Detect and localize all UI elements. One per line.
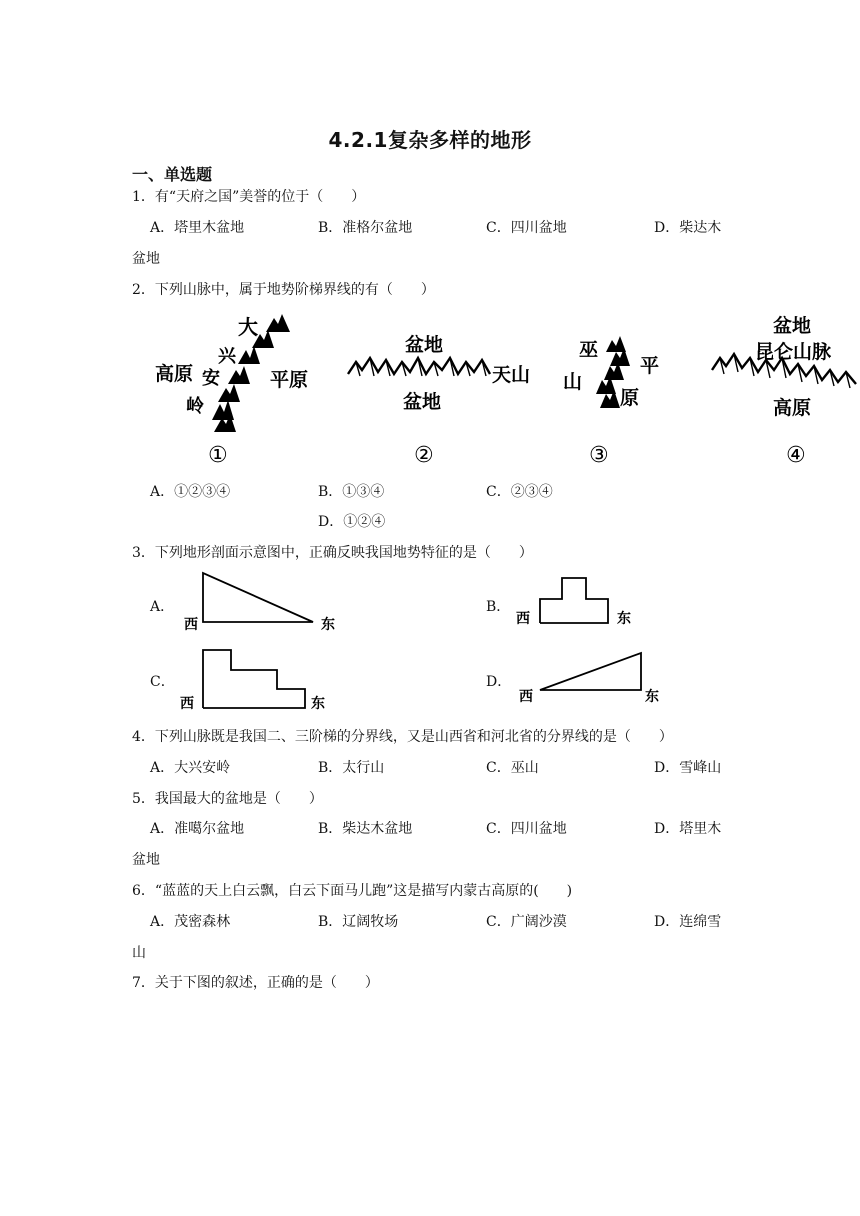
q1-option-a: A．塔里木盆地 (150, 220, 245, 236)
q1-option-b: B．准格尔盆地 (318, 220, 413, 236)
fig3-char-1: 巫 (579, 339, 599, 361)
fig1-number: ① (208, 443, 228, 468)
q2-option-b: B．①③④ (318, 484, 385, 500)
profile-b (516, 578, 631, 627)
q1-option-d: D．柴达木 (654, 220, 722, 236)
fig1-right-label: 平原 (270, 369, 309, 391)
profile-c-west: 西 (180, 696, 194, 712)
profile-b-east: 东 (617, 611, 631, 627)
q2-option-c: C．②③④ (486, 484, 553, 500)
profile-d-west: 西 (519, 689, 533, 705)
q3-option-b: B． (486, 599, 511, 615)
fig4-number: ④ (786, 443, 806, 468)
q4-option-d: D．雪峰山 (654, 760, 722, 776)
q1-option-d-wrap: 盆地 (132, 251, 160, 267)
fig1-char-3: 安 (202, 368, 220, 389)
figure-3-wushan (563, 336, 659, 468)
q6-option-d: D．连绵雪 (654, 914, 722, 930)
q3-option-d: D． (486, 674, 512, 690)
fig3-right-2: 原 (620, 387, 640, 409)
fig4-name-label: 昆仑山脉 (755, 341, 832, 363)
q6-option-a: A．茂密森林 (150, 914, 231, 930)
q2-option-a: A．①②③④ (150, 484, 231, 500)
profile-d-east: 东 (645, 689, 659, 705)
q2-option-d: D．①②④ (318, 514, 386, 530)
fig4-bottom-label: 高原 (773, 397, 812, 419)
fig1-char-4: 岭 (186, 396, 204, 417)
q5-option-b: B．柴达木盆地 (318, 821, 413, 837)
q3-option-c: C． (150, 674, 175, 690)
q6-option-d-wrap: 山 (132, 945, 146, 961)
fig3-char-2: 山 (563, 371, 583, 393)
figure-4-kunlun (712, 314, 856, 468)
fig1-char-2: 兴 (218, 346, 236, 367)
fig3-number: ③ (589, 443, 609, 468)
fig2-top-label: 盆地 (405, 334, 444, 356)
question-7-stem: 7．关于下图的叙述，正确的是（ ） (132, 975, 379, 991)
q6-option-c: C．广阔沙漠 (486, 914, 567, 930)
fig1-left-label: 高原 (155, 363, 194, 385)
q5-option-c: C．四川盆地 (486, 821, 567, 837)
profile-a-west: 西 (184, 617, 198, 633)
profile-a (184, 573, 335, 633)
profile-c-east: 东 (311, 696, 325, 712)
q4-option-c: C．巫山 (486, 760, 539, 776)
question-5-stem: 5．我国最大的盆地是（ ） (132, 791, 323, 807)
profile-b-west: 西 (516, 611, 530, 627)
q6-option-b: B．辽阔牧场 (318, 914, 399, 930)
question-6-stem: 6．“蓝蓝的天上白云飘，白云下面马儿跑”这是描写内蒙古高原的( ) (132, 883, 573, 899)
question-4-stem: 4．下列山脉既是我国二、三阶梯的分界线，又是山西省和河北省的分界线的是（ ） (132, 729, 673, 745)
question-3-stem: 3．下列地形剖面示意图中，正确反映我国地势特征的是（ ） (132, 545, 533, 561)
q5-option-a: A．准噶尔盆地 (150, 821, 245, 837)
profile-diagrams (0, 565, 860, 715)
fig2-right-label: 天山 (492, 364, 531, 386)
page-title: 4.2.1复杂多样的地形 (328, 128, 532, 152)
q4-option-a: A．大兴安岭 (150, 760, 231, 776)
fig2-number: ② (414, 443, 434, 468)
section-heading: 一、单选题 (132, 165, 213, 184)
q4-option-b: B．太行山 (318, 760, 385, 776)
fig3-right-1: 平 (640, 355, 660, 377)
figure-2-tianshan (348, 333, 530, 468)
q5-option-d: D．塔里木 (654, 821, 722, 837)
fig1-char-1: 大 (238, 315, 258, 339)
q1-option-c: C．四川盆地 (486, 220, 567, 236)
question-2-stem: 2．下列山脉中，属于地势阶梯界线的有（ ） (132, 282, 435, 298)
fig2-bottom-label: 盆地 (403, 391, 442, 413)
profile-c (180, 650, 325, 712)
question-1-stem: 1．有“天府之国”美誉的位于（ ） (132, 189, 366, 205)
figure-1-daxinganling (155, 314, 308, 468)
profile-a-east: 东 (321, 617, 335, 633)
q3-option-a: A． (150, 599, 175, 615)
profile-d (519, 653, 659, 705)
mountain-figures (0, 300, 860, 475)
fig4-top-label: 盆地 (773, 315, 812, 337)
q5-option-d-wrap: 盆地 (132, 852, 160, 868)
